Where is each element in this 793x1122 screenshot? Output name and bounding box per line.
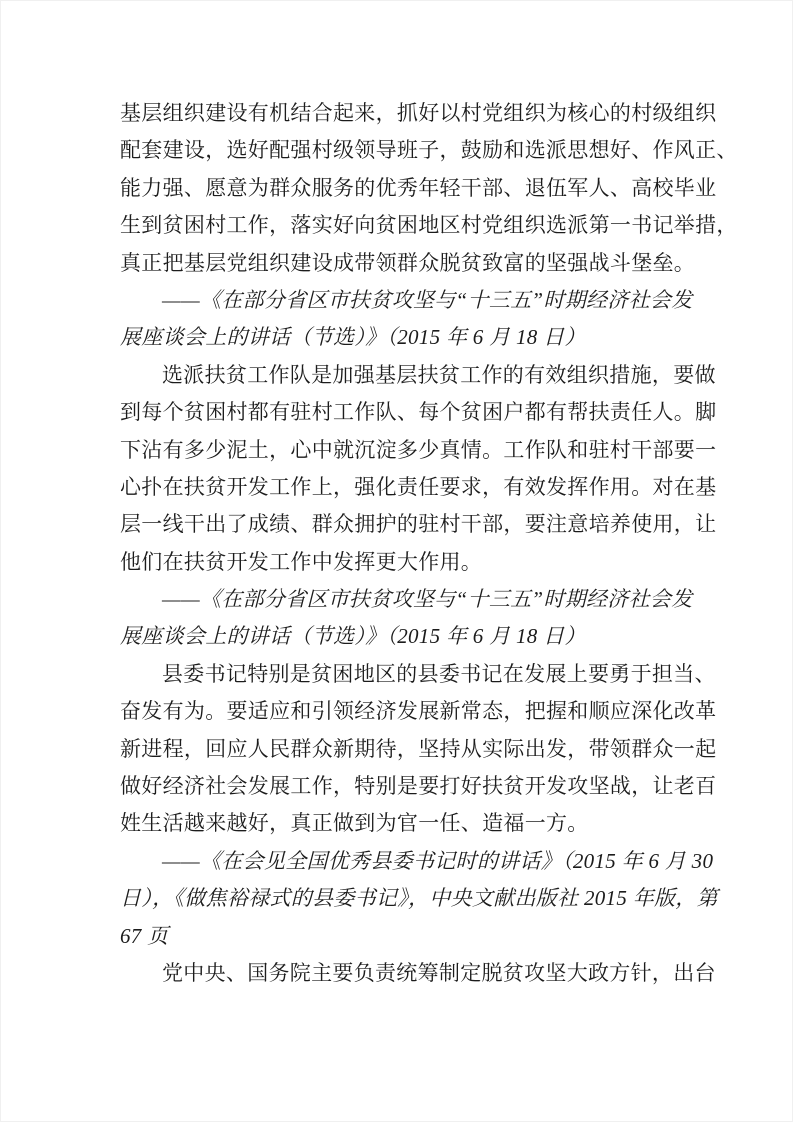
text-line: 县委书记特别是贫困地区的县委书记在发展上要勇于担当、 xyxy=(162,661,716,686)
paragraph-block xyxy=(120,357,717,581)
text-line: 做好经济社会发展工作，特别是要打好扶贫开发攻坚战，让老百 xyxy=(120,774,717,799)
text-line: 基层组织建设有机结合起来，抓好以村党组织为核心的村级组织 xyxy=(120,101,717,125)
text-line: 他们在扶贫开发工作中发挥更大作用。 xyxy=(120,549,483,574)
text-line: ——《在部分省区市扶贫攻坚与“十三五”时期经济社会发 xyxy=(162,287,693,312)
text-line: 配套建设，选好配强村级领导班子，鼓励和选派思想好、作风正、 xyxy=(120,138,738,163)
text-line: 奋发有为。要适应和引领经济发展新常态，把握和顺应深化改革 xyxy=(120,699,717,724)
citation-block xyxy=(120,282,693,357)
document-content xyxy=(120,95,738,992)
text-line: 层一线干出了成绩、群众拥护的驻村干部，要注意培养使用，让 xyxy=(120,512,717,537)
text-line: 新进程，回应人民群众新期待，坚持从实际出发，带领群众一起 xyxy=(120,736,717,761)
text-line: 日），《做焦裕禄式的县委书记》，中央文献出版社 2015 年版，第 xyxy=(120,886,718,911)
text-line: 党中央、国务院主要负责统筹制定脱贫攻坚大政方针，出台 xyxy=(162,960,716,985)
citation-block xyxy=(120,581,693,656)
text-line: 能力强、愿意为群众服务的优秀年轻干部、退伍军人、高校毕业 xyxy=(120,175,717,200)
paragraph-block xyxy=(120,955,716,992)
text-line: 真正把基层党组织建设成带领群众脱贫致富的坚强战斗堡垒。 xyxy=(120,250,696,275)
paragraph-block xyxy=(120,95,738,282)
text-line: 67 页 xyxy=(120,923,169,948)
text-line: 生到贫困村工作，落实好向贫困地区村党组织选派第一书记举措， xyxy=(120,213,738,238)
text-line: 选派扶贫工作队是加强基层扶贫工作的有效组织措施，要做 xyxy=(162,362,716,387)
text-line: 姓生活越来越好，真正做到为官一任、造福一方。 xyxy=(120,811,589,836)
text-line: ——《在会见全国优秀县委书记时的讲话》（2015 年 6 月 30 xyxy=(162,848,714,873)
text-line: 到每个贫困村都有驻村工作队、每个贫困户都有帮扶责任人。脚 xyxy=(120,400,717,425)
text-line: 展座谈会上的讲话（节选）》（2015 年 6 月 18 日） xyxy=(120,624,586,649)
text-line: 心扑在扶贫开发工作上，强化责任要求，有效发挥作用。对在基 xyxy=(120,474,717,499)
text-line: ——《在部分省区市扶贫攻坚与“十三五”时期经济社会发 xyxy=(162,587,693,612)
citation-block xyxy=(120,843,718,955)
text-line: 下沾有多少泥土，心中就沉淀多少真情。工作队和驻村干部要一 xyxy=(120,437,717,462)
text-line: 展座谈会上的讲话（节选）》（2015 年 6 月 18 日） xyxy=(120,325,586,350)
paragraph-block xyxy=(120,656,717,843)
